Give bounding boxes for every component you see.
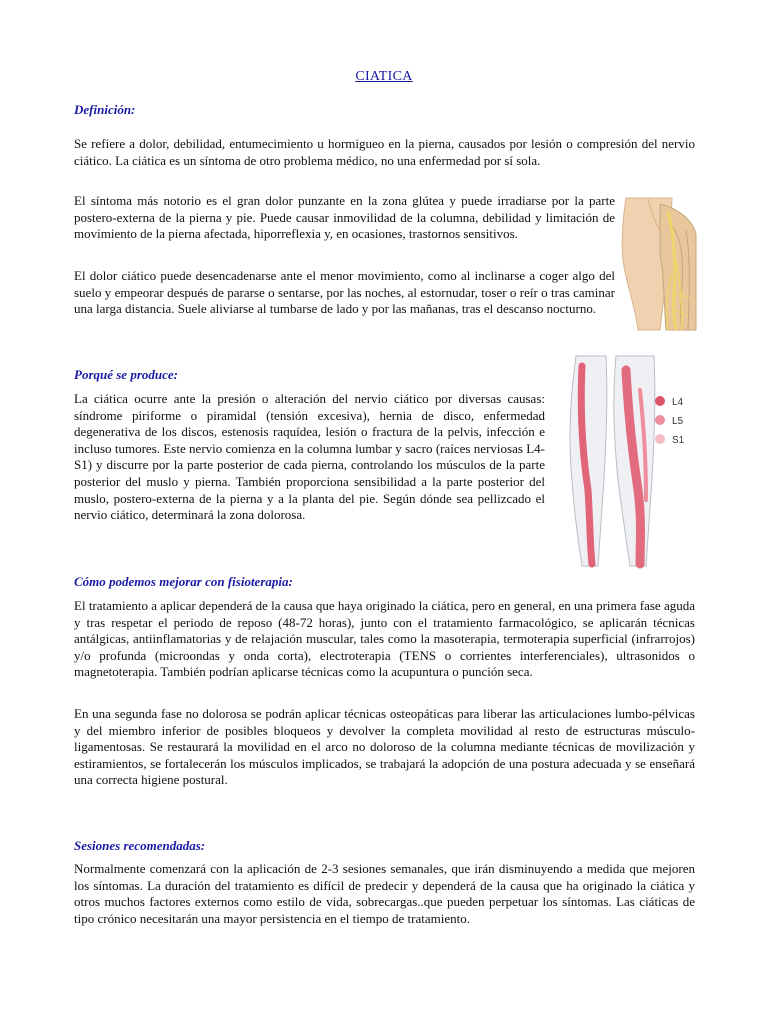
legend-dot-l5	[655, 415, 665, 425]
paragraph-definicion-3: El dolor ciático puede desencadenarse ante el menor movimiento, como al inclinarse a coger algo del suelo y empeorar después de pararse o sentarse, por las noches, al estornudar, toser o reír o tras caminar una larga distancia. Suele aliviarse al tumbarse de lado y por las mañanas, tras el descanso nocturno.	[74, 268, 615, 317]
paragraph-definicion-1: Se refiere a dolor, debilidad, entumecimiento u hormigueo en la pierna, causados por lesión o compresión del nervio ciático. La ciática es un síntoma de otro problema médico, no una enfermedad por sí sola.	[74, 136, 695, 168]
heading-sesiones: Sesiones recomendadas:	[74, 838, 206, 853]
heading-fisioterapia: Cómo podemos mejorar con fisioterapia:	[74, 574, 293, 589]
legend-dot-s1	[655, 434, 665, 444]
legend-label-l4: L4	[672, 397, 684, 408]
paragraph-sesiones-1: Normalmente comenzará con la aplicación de 2-3 sesiones semanales, que irán disminuyendo a medida que mejoren los síntomas. La duración del tratamiento es difícil de predecir y dependerá de la causa que ha originado la ciática y otros muchos factores externos como estilo de vida, sobrecargas..que pueden perpetuar los síntomas. Las ciáticas de tipo crónico necesitarán una mayor persistencia en el tiempo de tratamiento.	[74, 861, 695, 926]
legend-label-s1: S1	[672, 435, 685, 446]
paragraph-fisioterapia-2: En una segunda fase no dolorosa se podrán aplicar técnicas osteopáticas para liberar las articulaciones lumbo-pélvicas y del miembro inferior de posibles bloqueos y devolver la completa movilidad al resto de estructuras músculo-ligamentosas. Se restaurará la movilidad en el arco no doloroso de la columna mediante técnicas de movilización y estiramientos, se fortalecerán los músculos implicados, se trabajará la adopción de una postura adecuada y se enseñará una correcta higiene postural.	[74, 706, 695, 788]
paragraph-fisioterapia-1: El tratamiento a aplicar dependerá de la causa que haya originado la ciática, pero en general, en una primera fase aguda y tras respetar el periodo de reposo (48-72 horas), junto con el tratamiento farmacológico, se aplicarán técnicas antálgicas, antiinflamatorias y de relajación muscular, tales como la masoterapia, termoterapia superficial (infrarrojos) y/o profunda (microondas y onda corta), electroterapia (TENS o corrientes interferenciales), ultrasonidos o magnetoterapia. También podrían aplicarse técnicas como la acupuntura o punción seca.	[74, 598, 695, 680]
sciatic-nerve-anatomy-illustration	[620, 194, 698, 334]
legend-label-l5: L5	[672, 416, 684, 427]
page-title: CIATICA	[355, 69, 413, 84]
legend-dot-l4	[655, 396, 665, 406]
paragraph-porque-1: La ciática ocurre ante la presión o alteración del nervio ciático por diversas causas: síndrome piriforme o piramidal (tensión excesiva), hernia de disco, enfermedad degenerativa de los discos, estenosis raquídea, lesión o fractura de la pelvis, infección e incluso tumores. Este nervio comienza en la columna lumbar y sacro (raíces nerviosas L4-S1) y discurre por la parte posterior de cada pierna, controlando los músculos de la parte posterior del muslo y pierna. También proporciona sensibilidad a la parte posterior del muslo, postero-externa de la pierna y a la planta del pie. Según dónde sea pellizcado el nervio ciático, determinará la zona dolorosa.	[74, 391, 545, 523]
dermatome-leg-illustration	[560, 350, 700, 572]
paragraph-definicion-2: El síntoma más notorio es el gran dolor punzante en la zona glútea y puede irradiarse por la parte postero-externa de la pierna y pie. Puede causar inmovilidad de la columna, debilidad y limitación de movimiento de la pierna afectada, hiporreflexia y, en ocasiones, trastornos sensitivos.	[74, 193, 615, 242]
heading-porque: Porqué se produce:	[74, 367, 178, 382]
heading-definicion: Definición:	[74, 102, 136, 117]
